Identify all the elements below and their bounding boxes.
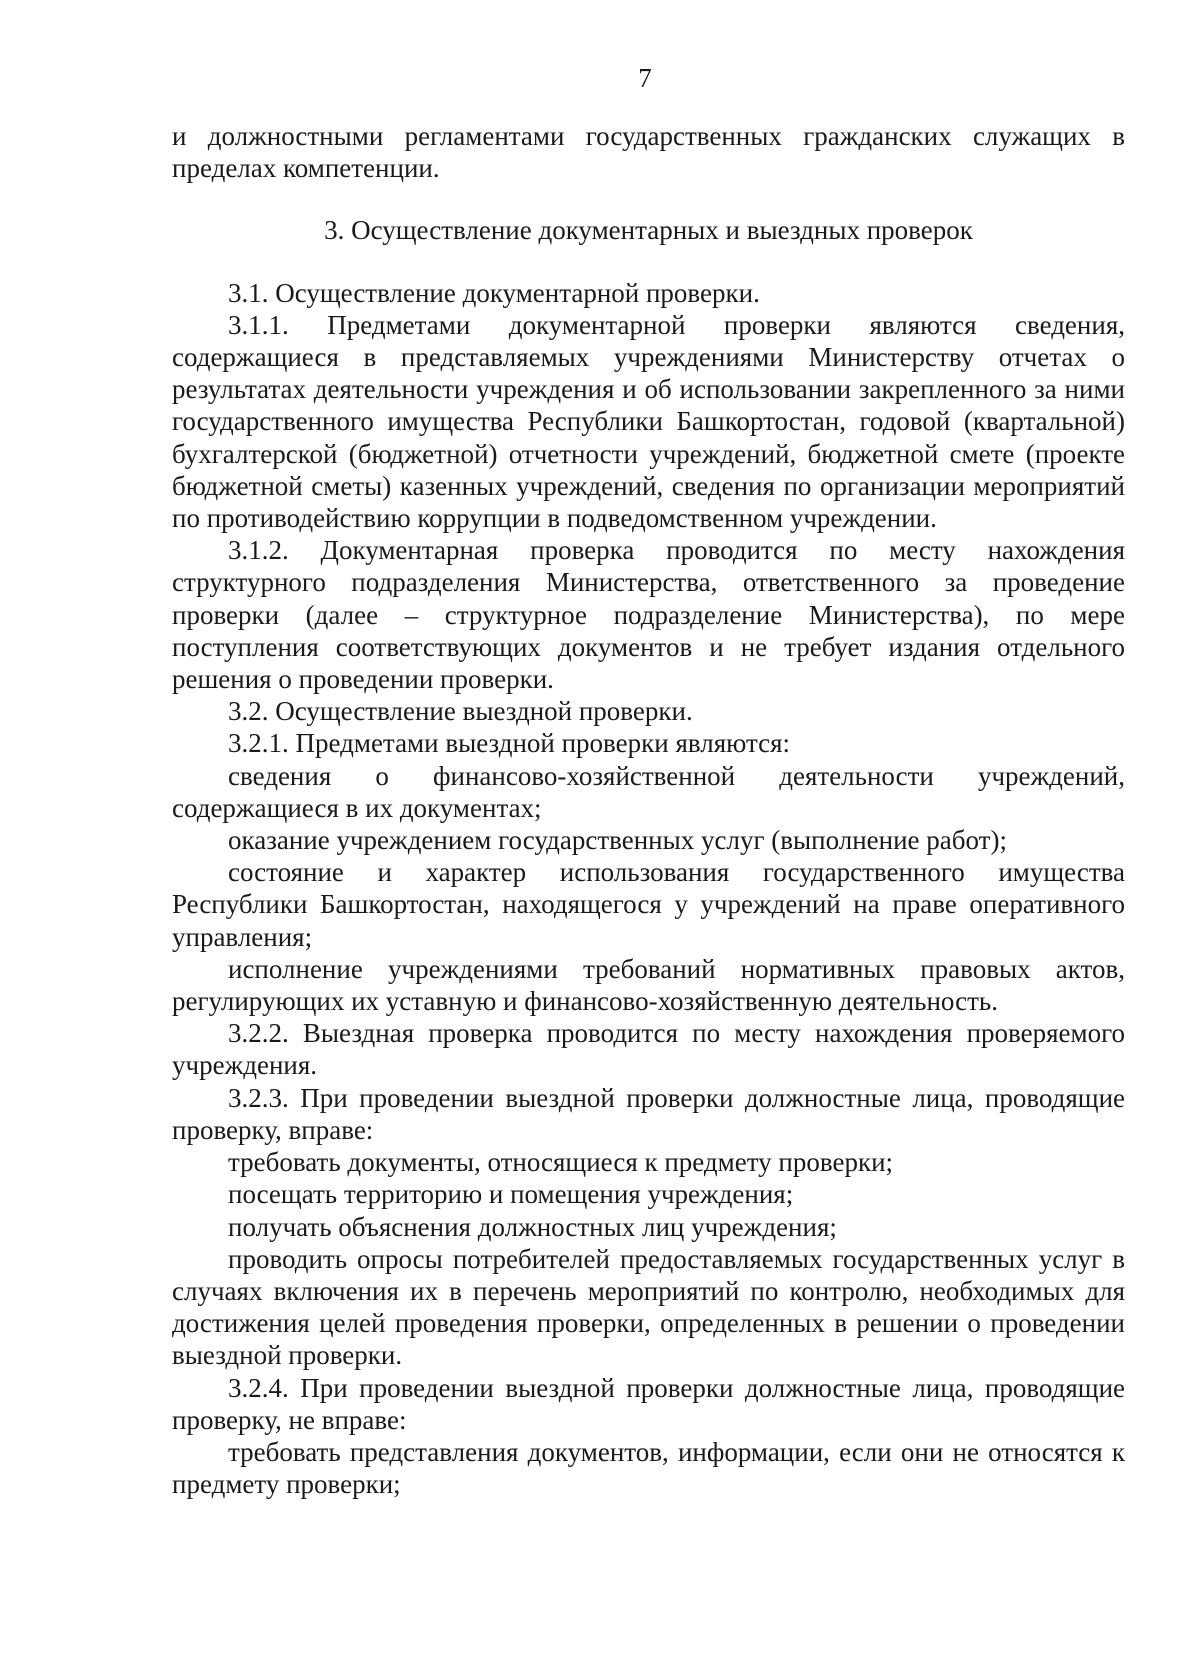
document-body	[172, 120, 1125, 1500]
paragraph: требовать документы, относящиеся к предмету проверки;	[228, 1147, 894, 1178]
paragraph: исполнение учреждениями требований нормативных правовых актов, регулирующих их уставную и финансово-хозяйственную деятельность.	[172, 953, 1125, 1017]
paragraph: оказание учреждением государственных услуг (выполнение работ);	[228, 825, 1007, 856]
paragraph: 3.1.1. Предметами документарной проверки являются сведения, содержащиеся в представляемых учреждениями Министерству отчетах о результатах деятельности учреждения и об использовании закрепленного за ними государственного имущества Республики Башкортостан, годовой (квартальной) бухгалтерской (бюджетной) отчетности учреждений, бюджетной смете (проекте бюджетной сметы) казенных учреждений, сведения по организации мероприятий по противодействию коррупции в подведомственном учреждении.	[172, 309, 1125, 534]
paragraph: состояние и характер использования государственного имущества Республики Башкортостан, находящегося у учреждений на праве оперативного управления;	[172, 857, 1125, 952]
paragraph: 3.2.2. Выездная проверка проводится по месту нахождения проверяемого учреждения.	[172, 1018, 1125, 1081]
paragraph: 3.2.3. При проведении выездной проверки должностные лица, проводящие проверку, вправе:	[172, 1082, 1125, 1145]
paragraph: проводить опросы потребителей предоставляемых государственных услуг в случаях включения их в перечень мероприятий по контролю, необходимых для достижения целей проведения проверки, определенных в решении о проведении выездной проверки.	[172, 1243, 1125, 1371]
section-heading: 3. Осуществление документарных и выездных проверок	[324, 215, 973, 246]
paragraph: 3.2. Осуществление выездной проверки.	[228, 696, 693, 727]
paragraph: 3.2.1. Предметами выездной проверки являются:	[228, 728, 790, 759]
paragraph: сведения о финансово-хозяйственной деятельности учреждений, содержащиеся в их документах;	[172, 760, 1125, 823]
paragraph: 3.1. Осуществление документарной проверки.	[228, 277, 760, 308]
paragraph: 3.1.2. Документарная проверка проводится по месту нахождения структурного подразделения Министерства, ответственного за проведение проверки (далее – структурное подразделение Министерства), по мере поступления соответствующих документов и не требует издания отдельного решения о проведении проверки.	[172, 535, 1125, 695]
paragraph: 3.2.4. При проведении выездной проверки должностные лица, проводящие проверку, не вправе:	[172, 1372, 1125, 1435]
paragraph: и должностными регламентами государственных гражданских служащих в пределах компетенции.	[172, 121, 1125, 184]
paragraph: требовать представления документов, информации, если они не относятся к предмету проверки;	[172, 1436, 1125, 1500]
paragraph: посещать территорию и помещения учреждения;	[228, 1179, 794, 1210]
paragraph: получать объяснения должностных лиц учреждения;	[228, 1211, 837, 1242]
page-number: 7	[638, 63, 652, 93]
